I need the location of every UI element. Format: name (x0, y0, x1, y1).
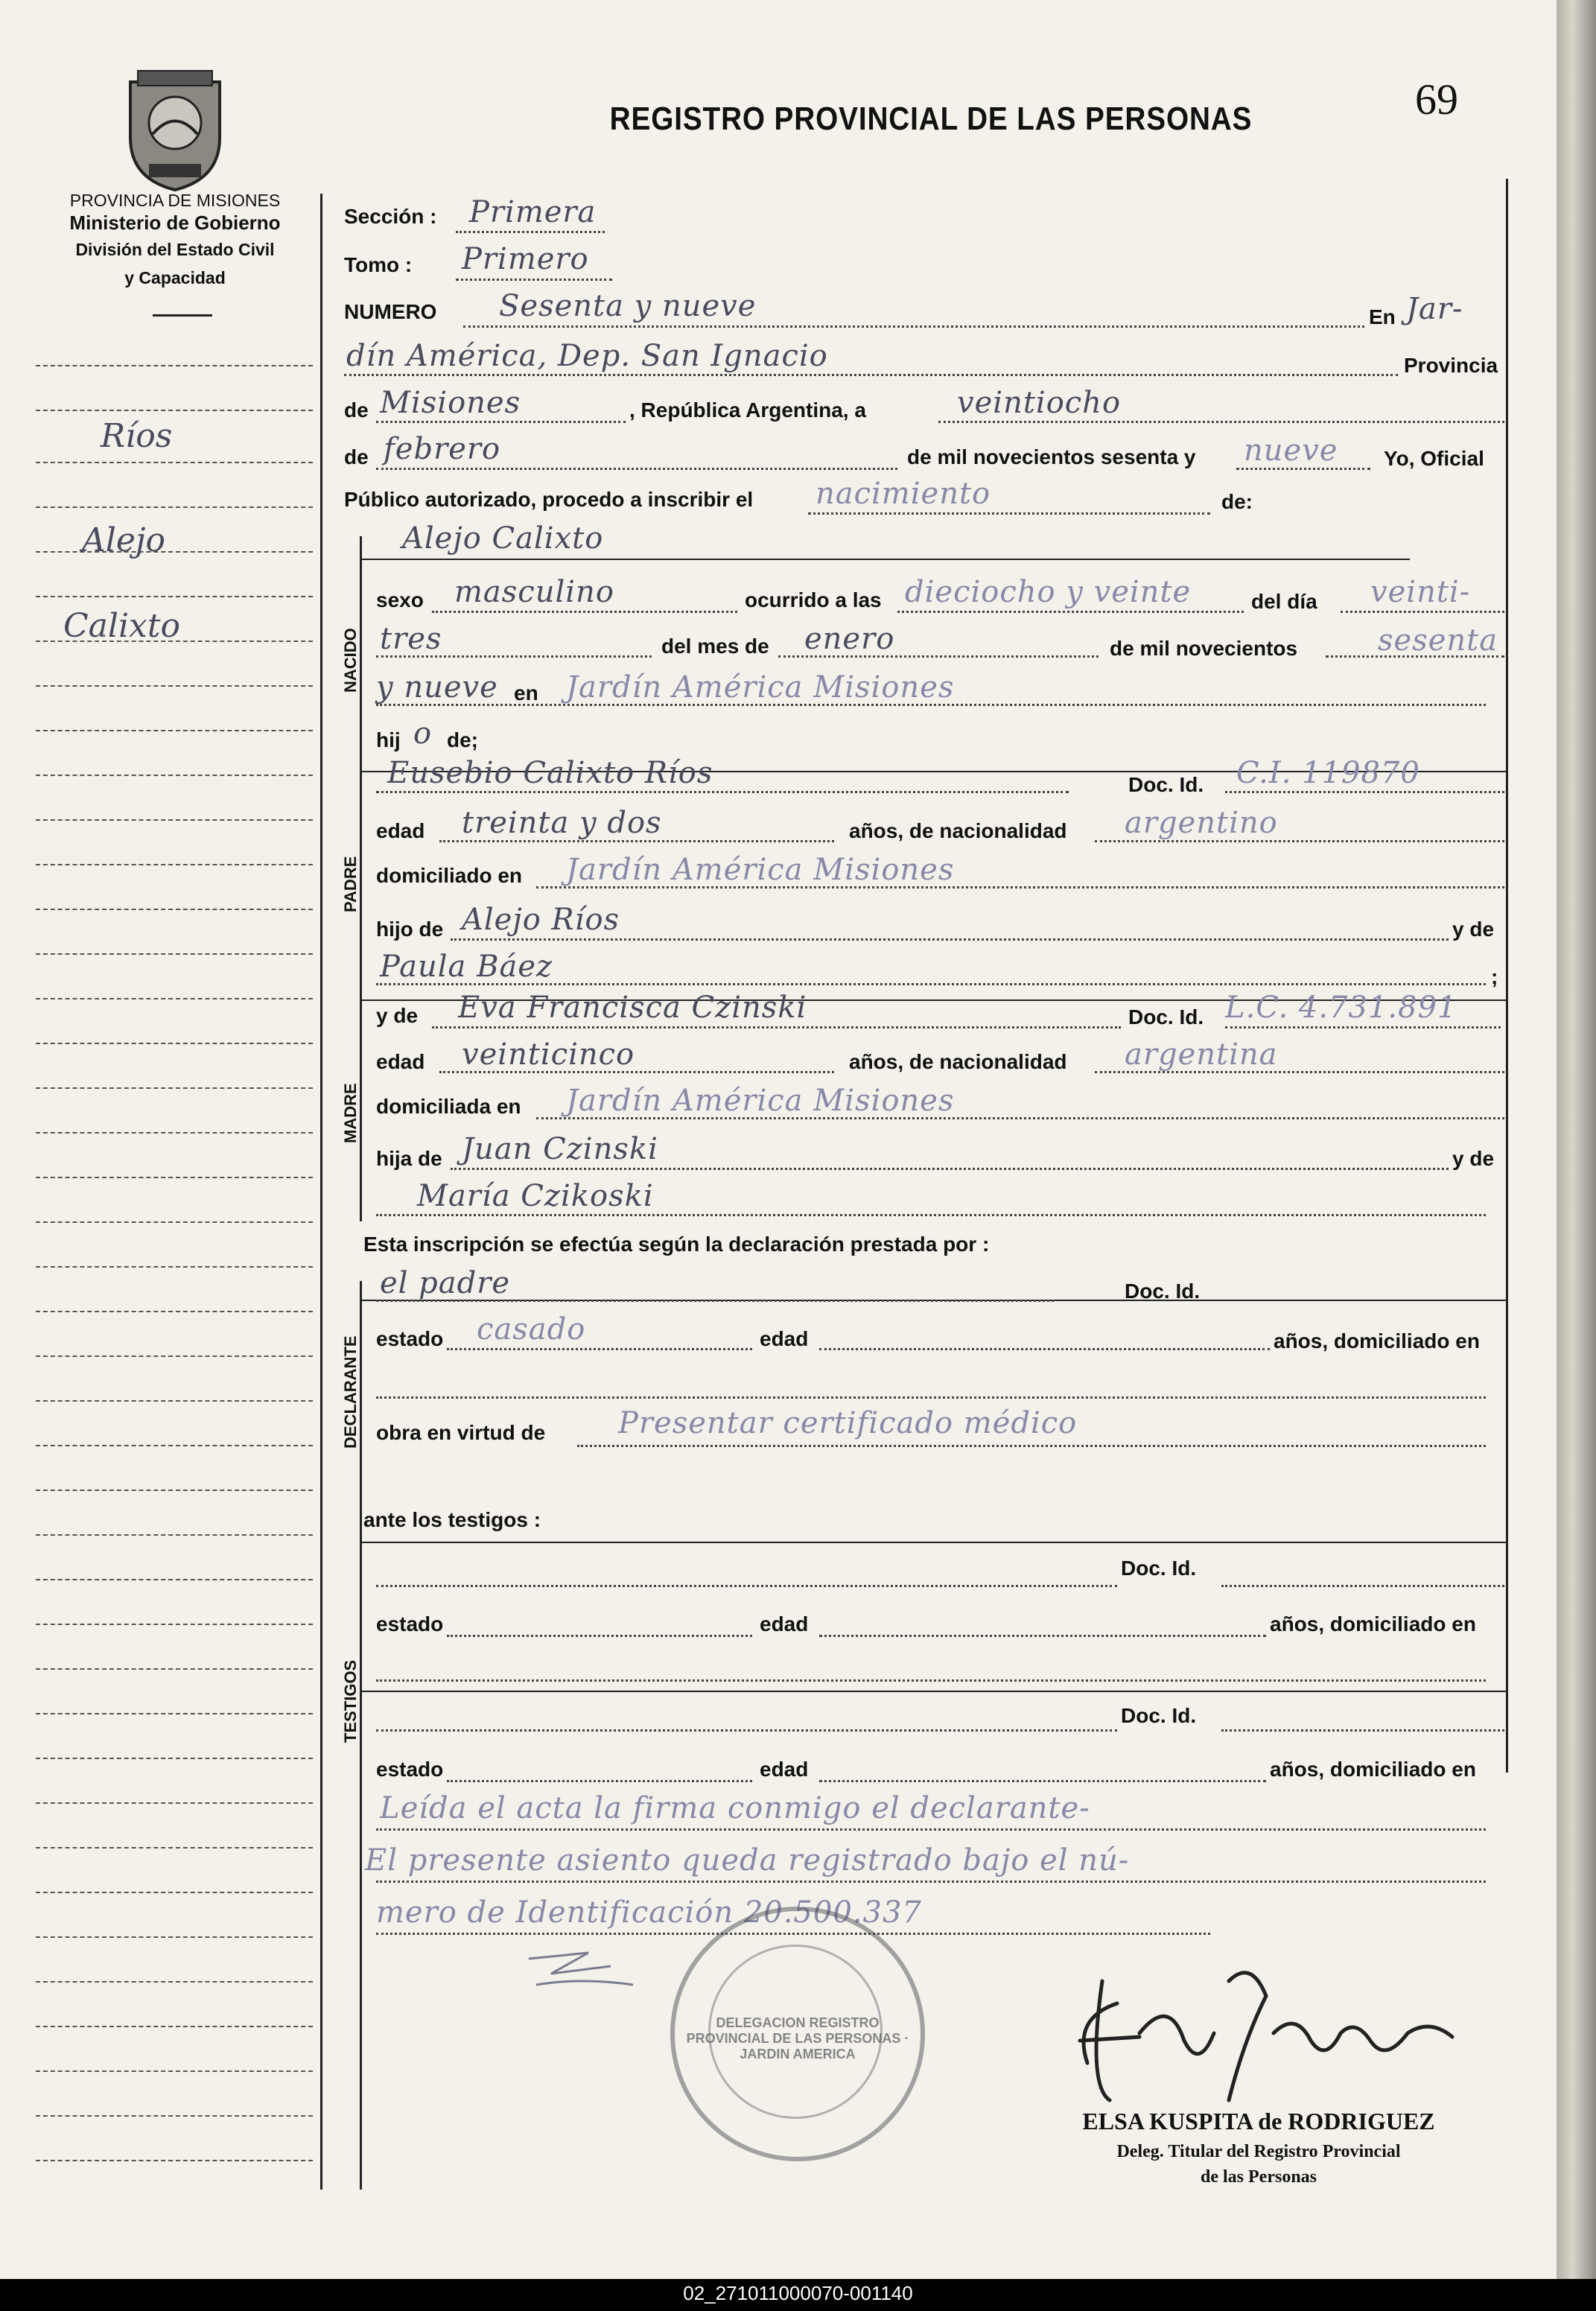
testigo1-edad-label: edad (760, 1612, 809, 1635)
ocurrido-label: ocurrido a las (745, 588, 882, 611)
header-divider (153, 314, 212, 317)
declarante-section-label: DECLARANTE (341, 1335, 360, 1449)
hijo-label: hij (376, 728, 401, 751)
padre-y-de-label: y de (1452, 918, 1495, 941)
padre-nacionalidad-line (1095, 840, 1504, 842)
de3-label: de: (1221, 490, 1253, 513)
testigo2-name-line (376, 1729, 1117, 1732)
madre-y-de2-label: y de (1452, 1147, 1495, 1170)
testigo2-edad-line (819, 1780, 1266, 1782)
nacido-mil-label: de mil novecientos (1110, 637, 1298, 660)
declarante-doc-label: Doc. Id. (1125, 1280, 1201, 1303)
hijo-suffix: o (413, 716, 433, 751)
testigo1-estado-line (447, 1635, 752, 1637)
en-label: En (1369, 305, 1396, 328)
testigo2-estado-line (447, 1780, 752, 1782)
mes-line (376, 468, 897, 470)
signatory-title-2: de las Personas (1201, 2167, 1317, 2187)
en-value: Jar- (1406, 292, 1463, 326)
madre-y-de-label: y de (376, 1004, 419, 1027)
hora-value: dieciocho y veinte (905, 575, 1192, 609)
seccion-label: Sección : (344, 205, 437, 228)
signatory-name: ELSA KUSPITA de RODRIGUEZ (1082, 2108, 1435, 2134)
padre-name: Eusebio Calixto Ríos (387, 756, 713, 790)
declarante-name: el padre (380, 1266, 511, 1300)
nacido-dia-b: tres (380, 622, 442, 656)
seccion-value: Primera (469, 195, 597, 229)
seccion-line (456, 231, 605, 233)
province-name: PROVINCIA DE MISIONES (69, 191, 281, 210)
madre-domicilio-label: domiciliada en (376, 1095, 521, 1118)
padre-hijo-de-label: hijo de (376, 918, 444, 941)
margin-surname: Ríos (101, 417, 173, 455)
testigos-mid-line (360, 1691, 1507, 1692)
testigo1-doc-line (1221, 1585, 1504, 1587)
closing-text-1: Leída el acta la firma conmigo el declarante- (380, 1791, 1090, 1825)
sexo-value: masculino (454, 575, 614, 609)
testigo1-doc-label: Doc. Id. (1121, 1557, 1197, 1580)
padre-anios-label: años, de nacionalidad (849, 819, 1067, 842)
oficial-label: Yo, Oficial (1384, 447, 1484, 470)
testigo2-doc-label: Doc. Id. (1121, 1704, 1197, 1727)
place-line (344, 374, 1398, 376)
padre-section-label: PADRE (341, 856, 360, 912)
madre-padre-de: Juan Czinski (462, 1132, 658, 1166)
mes-value: febrero (384, 432, 501, 466)
testigo1-name-line (376, 1585, 1117, 1587)
nacido-mes: enero (804, 622, 895, 656)
nacido-lugar: Jardín América Misiones (566, 670, 955, 705)
sexo-label: sexo (376, 588, 424, 611)
anio-value: nueve (1244, 433, 1338, 468)
nacido-name: Alejo Calixto (402, 521, 604, 556)
declarante-estado-label: estado (376, 1327, 444, 1350)
del-dia-label: del día (1251, 590, 1317, 613)
declarante-estado: casado (477, 1312, 586, 1347)
sexo-line (432, 611, 737, 613)
nacido-anio-b: y nueve (376, 670, 498, 705)
division-subname: y Capacidad (124, 268, 226, 287)
padre-semicolon: ; (1491, 965, 1498, 988)
madre-hija-de-line (451, 1168, 1449, 1170)
padre-doc-value: C.I. 119870 (1236, 756, 1420, 790)
mil-label: de mil novecientos sesenta y (907, 445, 1196, 468)
numero-value: Sesenta y nueve (499, 289, 757, 323)
madre-madre-de: María Czikoski (417, 1179, 654, 1213)
official-signature-icon (1058, 1951, 1475, 2115)
testigos-top-line (360, 1542, 1507, 1543)
padre-edad-label: edad (376, 819, 425, 842)
padre-doc-label: Doc. Id. (1128, 773, 1204, 796)
testigo1-domicilio-line (376, 1679, 1486, 1682)
dia-value: veintiocho (957, 386, 1122, 420)
nacido-en-label: en (514, 681, 538, 705)
nacido-top-line (360, 559, 1410, 560)
provincia-value: Misiones (380, 386, 521, 420)
padre-nacionalidad: argentino (1125, 806, 1278, 840)
declarante-edad-label: edad (760, 1327, 809, 1350)
republica-label: , República Argentina, a (629, 398, 866, 422)
provincia-line (376, 421, 626, 423)
closing-line-1 (376, 1828, 1486, 1831)
madre-section-label: MADRE (341, 1083, 360, 1143)
dia-line (1341, 611, 1504, 613)
stamp-text: DELEGACION REGISTRO PROVINCIAL DE LAS PERSONAS · JARDIN AMERICA (686, 2015, 909, 2062)
main-frame-right-border (1506, 179, 1508, 1773)
main-frame-left-border (320, 194, 322, 2190)
testigo1-edad-line (819, 1635, 1266, 1637)
official-stamp (670, 1907, 925, 2161)
page-title: REGISTRO PROVINCIAL DE LAS PERSONAS (609, 101, 1253, 137)
madre-name: Eva Francisca Czinski (458, 991, 807, 1025)
provincia-label: Provincia (1404, 354, 1498, 377)
madre-doc-line (1225, 1026, 1501, 1029)
obra-label: obra en virtud de (376, 1421, 546, 1444)
declarante-intro: Esta inscripción se efectúa según la declaración prestada por : (363, 1233, 990, 1256)
closing-text-2: El presente asiento queda registrado bajo el nú- (365, 1843, 1130, 1878)
madre-edad-label: edad (376, 1050, 425, 1073)
madre-anios-label: años, de nacionalidad (849, 1050, 1067, 1073)
declarante-domicilio-line (376, 1396, 1486, 1399)
padre-madre-de: Paula Báez (380, 950, 553, 984)
madre-madre-de-line (376, 1214, 1486, 1216)
page-number: 69 (1415, 75, 1458, 124)
testigo1-anios-label: años, domiciliado en (1270, 1612, 1476, 1635)
madre-hija-de-label: hija de (376, 1147, 442, 1170)
signatory-title: Deleg. Titular del Registro Provincial (1116, 2142, 1401, 2161)
madre-name-line (432, 1026, 1121, 1029)
padre-doc-line (1225, 791, 1504, 793)
de2-label: de (344, 445, 369, 468)
tomo-line (456, 279, 612, 281)
tomo-label: Tomo : (344, 253, 413, 276)
numero-label: NUMERO (344, 300, 437, 323)
publico-label: Público autorizado, procedo a inscribir el (344, 488, 754, 511)
nacido-section-label: NACIDO (341, 628, 360, 693)
province-crest-icon (119, 67, 231, 194)
closing-text-3: mero de Identificación 20.500.337 (376, 1895, 922, 1930)
anio-line (1236, 468, 1370, 470)
madre-doc-value: L.C. 4.731.891 (1225, 991, 1457, 1025)
testigo2-anios-label: años, domiciliado en (1270, 1758, 1476, 1781)
margin-name-2: Calixto (63, 607, 181, 645)
padre-hijo-de-line (451, 938, 1449, 941)
testigo2-estado-label: estado (376, 1758, 444, 1781)
padre-domicilio-label: domiciliado en (376, 864, 523, 887)
division-name: División del Estado Civil (75, 240, 275, 259)
madre-nacionalidad: argentina (1125, 1037, 1278, 1072)
tomo-value: Primero (462, 242, 589, 276)
dia-line (938, 421, 1504, 423)
acto-line (808, 512, 1210, 515)
testigo2-edad-label: edad (760, 1758, 809, 1781)
nacido-anio-a: sesenta (1378, 623, 1498, 658)
padre-padre-de: Alejo Ríos (462, 903, 620, 937)
numero-line (463, 325, 1364, 328)
hijo-de-label: de; (447, 728, 478, 751)
nacido-dia-a: veinti- (1370, 575, 1471, 609)
padre-name-line (376, 791, 1069, 793)
del-mes-label: del mes de (661, 635, 769, 658)
initials-scribble-icon (521, 1944, 640, 1996)
padre-edad-value: treinta y dos (462, 806, 662, 840)
ministry-name: Ministerio de Gobierno (69, 212, 281, 234)
obra-line (577, 1445, 1486, 1447)
testigo2-doc-line (1221, 1729, 1504, 1732)
padre-domicilio: Jardín América Misiones (566, 853, 955, 887)
padre-edad-line (439, 840, 834, 842)
footer-code: 02_271011000070-001140 (683, 2282, 913, 2304)
madre-doc-label: Doc. Id. (1128, 1005, 1204, 1029)
declarante-anios-label: años, domiciliado en (1274, 1329, 1480, 1352)
declarante-estado-line (447, 1348, 752, 1350)
testigo1-estado-label: estado (376, 1612, 444, 1635)
closing-line-2 (376, 1881, 1486, 1883)
madre-domicilio: Jardín América Misiones (566, 1084, 955, 1118)
madre-edad-value: veinticinco (462, 1037, 635, 1072)
place-value: dín América, Dep. San Ignacio (346, 339, 828, 373)
page-binding (1557, 0, 1596, 2279)
obra-value: Presentar certificado médico (618, 1406, 1078, 1440)
testigos-intro: ante los testigos : (363, 1508, 541, 1531)
hora-line (897, 611, 1244, 613)
de-label: de (344, 398, 369, 422)
acto-value: nacimiento (816, 477, 991, 511)
margin-name-1: Alejo (82, 521, 166, 559)
testigos-section-label: TESTIGOS (341, 1659, 360, 1743)
declarante-edad-line (819, 1348, 1270, 1350)
